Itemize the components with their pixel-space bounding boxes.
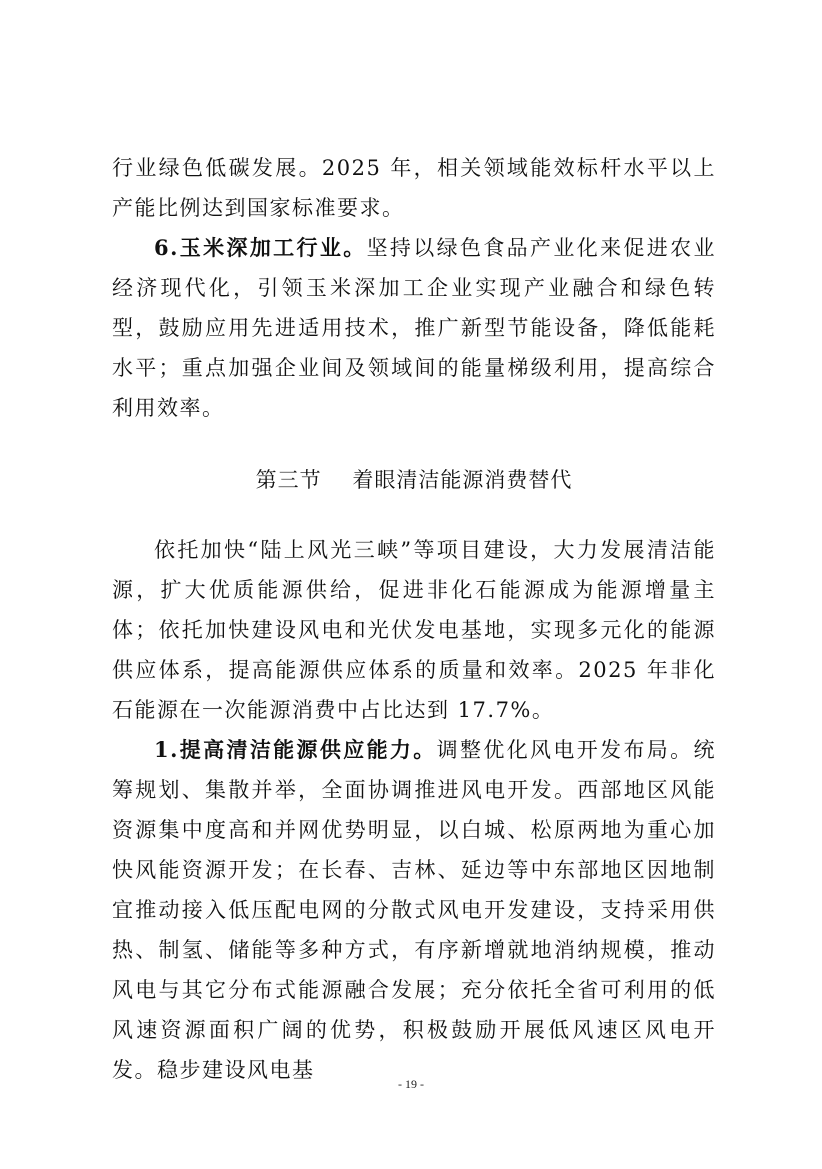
paragraph-heading: 6.玉米深加工行业。 bbox=[154, 235, 367, 260]
document-body bbox=[112, 148, 716, 1090]
paragraph-heading: 1.提高清洁能源供应能力。 bbox=[154, 737, 437, 762]
paragraph-corn-processing bbox=[112, 228, 716, 428]
paragraph-continuation bbox=[112, 148, 716, 228]
paragraph-text: 调整优化风电开发布局。统筹规划、集散并举，全面协调推进风电开发。西部地区风能资源集中度高和并网优势明显，以白城、松原两地为重心加快风能资源开发；在长春、吉林、延边等中东部地区因地制宜推动接入低压配电网的分散式风电开发建设，支持采用供热、制氢、储能等多种方式，有序新增就地消纳规模，推动风电与其它分布式能源融合发展；充分依托全省可利用的低风速资源面积广阔的优势，积极鼓励开展低风速区风电开发。稳步建设风电基 bbox=[112, 738, 717, 1082]
paragraph-clean-energy-supply bbox=[112, 730, 716, 1090]
section-title: 第三节 着眼清洁能源消费替代 bbox=[255, 468, 573, 492]
paragraph-text: 行业绿色低碳发展。2025 年，相关领域能效标杆水平以上产能比例达到国家标准要求。 bbox=[112, 156, 716, 220]
paragraph-text: 依托加快“陆上风光三峡”等项目建设，大力发展清洁能源，扩大优质能源供给，促进非化石能源成为能源增量主体；依托加快建设风电和光伏发电基地，实现多元化的能源供应体系，提高能源供应体系的质量和效率。2025 年非化石能源在一次能源消费中占比达到 17.7%。 bbox=[112, 538, 716, 722]
paragraph-clean-energy-intro bbox=[112, 530, 716, 730]
page-number: - 19 - bbox=[398, 1077, 424, 1091]
paragraph-text: 坚持以绿色食品产业化来促进农业经济现代化，引领玉米深加工企业实现产业融合和绿色转型，鼓励应用先进适用技术，推广新型节能设备，降低能耗水平；重点加强企业间及领域间的能量梯级利用，提高综合利用效率。 bbox=[112, 236, 716, 420]
